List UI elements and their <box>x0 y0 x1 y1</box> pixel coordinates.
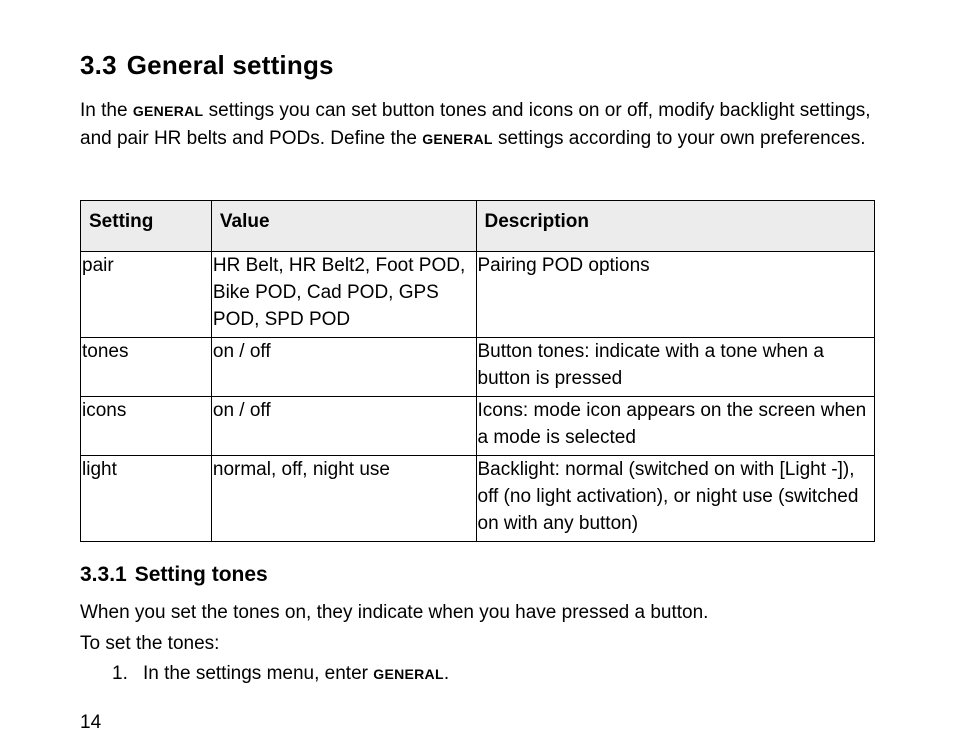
cell-setting: icons <box>81 397 212 456</box>
cell-description: Button tones: indicate with a tone when a button is pressed <box>476 338 875 397</box>
tones-description: When you set the tones on, they indicate when you have pressed a button. <box>80 602 709 623</box>
step-text: In the settings menu, enter <box>143 663 374 684</box>
cell-setting: light <box>81 456 212 542</box>
cell-value: normal, off, night use <box>211 456 476 542</box>
cell-value: on / off <box>211 397 476 456</box>
subsection-heading <box>80 563 268 587</box>
header-value: Value <box>211 201 476 252</box>
general-keyword: GENERAL <box>373 666 444 682</box>
cell-value: HR Belt, HR Belt2, Foot POD, Bike POD, Cad POD, GPS POD, SPD POD <box>211 252 476 338</box>
cell-setting: tones <box>81 338 212 397</box>
table-header-row <box>81 201 875 252</box>
cell-description: Backlight: normal (switched on with [Light -]), off (no light activation), or night use (switched on with any button) <box>476 456 875 542</box>
header-description: Description <box>476 201 875 252</box>
header-setting: Setting <box>81 201 212 252</box>
subsection-title: Setting tones <box>134 563 268 586</box>
subsection-number: 3.3.1 <box>80 563 127 586</box>
page-number: 14 <box>80 712 102 733</box>
section-number: 3.3 <box>80 50 117 80</box>
tones-instructions-intro: To set the tones: <box>80 633 220 654</box>
table-row <box>81 252 875 338</box>
general-keyword: GENERAL <box>422 131 493 147</box>
step-number: 1. <box>112 663 128 684</box>
intro-paragraph <box>80 97 880 153</box>
intro-text-1: In the <box>80 100 133 121</box>
general-keyword: GENERAL <box>132 103 204 119</box>
table-row <box>81 456 875 542</box>
step-suffix: . <box>443 663 450 684</box>
steps-list <box>112 660 449 688</box>
cell-value: on / off <box>211 338 476 397</box>
section-title: General settings <box>126 50 334 80</box>
section-heading <box>80 50 334 81</box>
cell-description: Pairing POD options <box>476 252 875 338</box>
list-item <box>112 660 449 688</box>
cell-setting: pair <box>81 252 212 338</box>
table-row <box>81 338 875 397</box>
intro-text-2: settings you can set button tones and icons on or off, modify backlight settings, and pair HR belts and PODs. Define the <box>80 100 871 149</box>
table-row <box>81 397 875 456</box>
intro-text-3: settings according to your own preferences. <box>492 128 866 149</box>
cell-description: Icons: mode icon appears on the screen when a mode is selected <box>476 397 875 456</box>
settings-table <box>80 200 875 542</box>
